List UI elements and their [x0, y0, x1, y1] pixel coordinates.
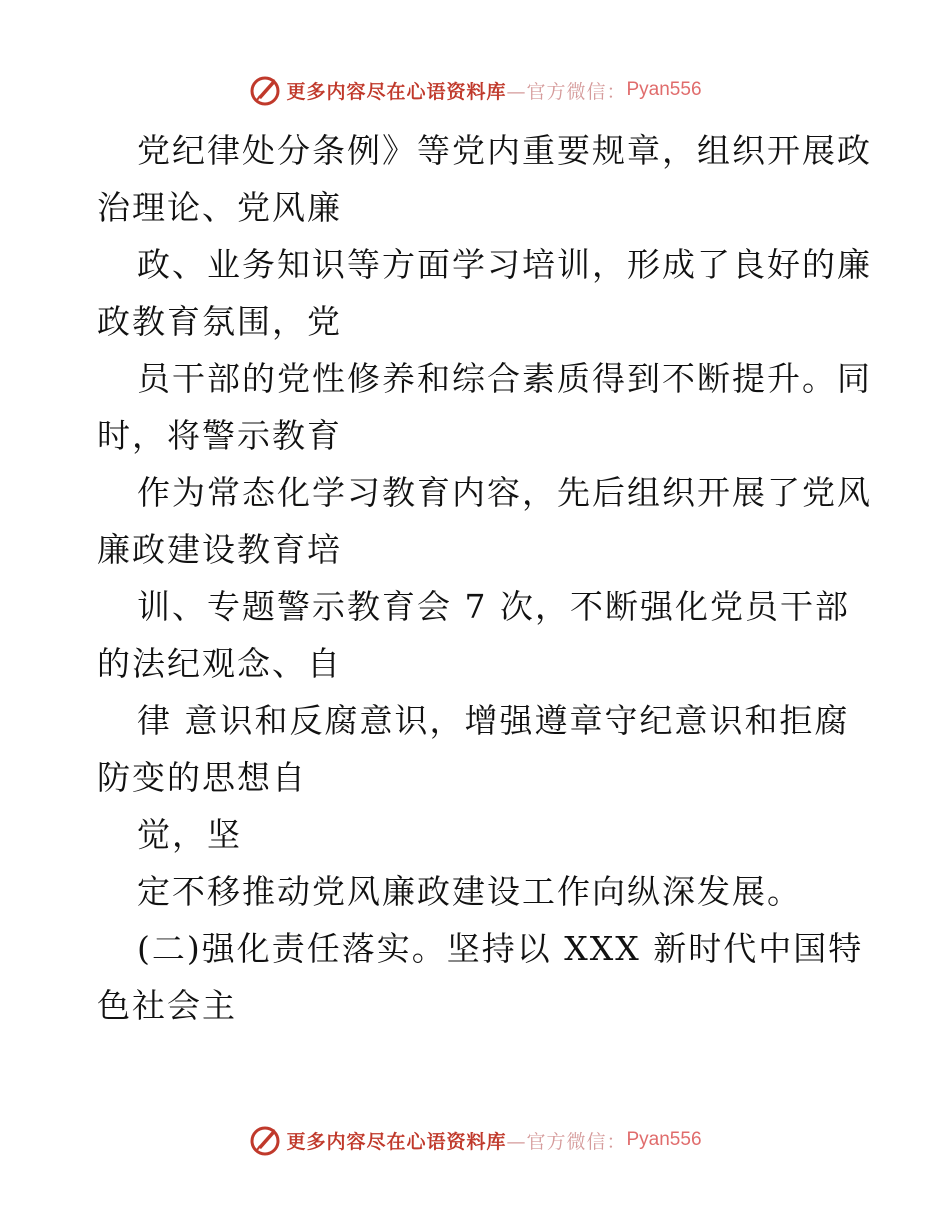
- banner-wechat-id: Pyan556: [626, 1129, 702, 1150]
- text-line: 廉政建设教育培: [97, 530, 342, 569]
- quill-circle-icon: [248, 73, 282, 107]
- text-line: 党纪律处分条例》等党内重要规章，组织开展政: [137, 131, 872, 170]
- text-line: 政教育氛围，党: [97, 302, 342, 341]
- text-line: (二)强化责任落实。坚持以 XXX 新时代中国特: [137, 929, 864, 968]
- text-line: 治理论、党风廉: [97, 188, 342, 227]
- banner-title: 更多内容尽在心语资料库: [286, 80, 507, 103]
- document-body: [97, 122, 872, 1034]
- text-line: 色社会主: [97, 986, 237, 1025]
- text-line: 定不移推动党风廉政建设工作向纵深发展。: [137, 872, 802, 911]
- text-line: 训、专题警示教育会 7 次，不断强化党员干部: [137, 587, 850, 626]
- text-line: 防变的思想自: [97, 758, 307, 797]
- banner-wechat-id: Pyan556: [626, 79, 702, 100]
- banner-separator: —官方微信：: [506, 1130, 627, 1153]
- text-line: 作为常态化学习教育内容，先后组织开展了党风: [137, 473, 872, 512]
- banner-separator: —官方微信：: [506, 80, 627, 103]
- header-watermark: [0, 70, 950, 110]
- banner-title: 更多内容尽在心语资料库: [286, 1130, 507, 1153]
- quill-circle-icon: [248, 1123, 282, 1157]
- footer-watermark: [0, 1120, 950, 1160]
- text-line: 员干部的党性修养和综合素质得到不断提升。同: [137, 359, 872, 398]
- text-line: 时，将警示教育: [97, 416, 342, 455]
- text-line: 政、业务知识等方面学习培训，形成了良好的廉: [137, 245, 872, 284]
- text-line: 的法纪观念、自: [97, 644, 342, 683]
- text-line: 觉，坚: [137, 815, 242, 854]
- text-line: 律 意识和反腐意识，增强遵章守纪意识和拒腐: [137, 701, 850, 740]
